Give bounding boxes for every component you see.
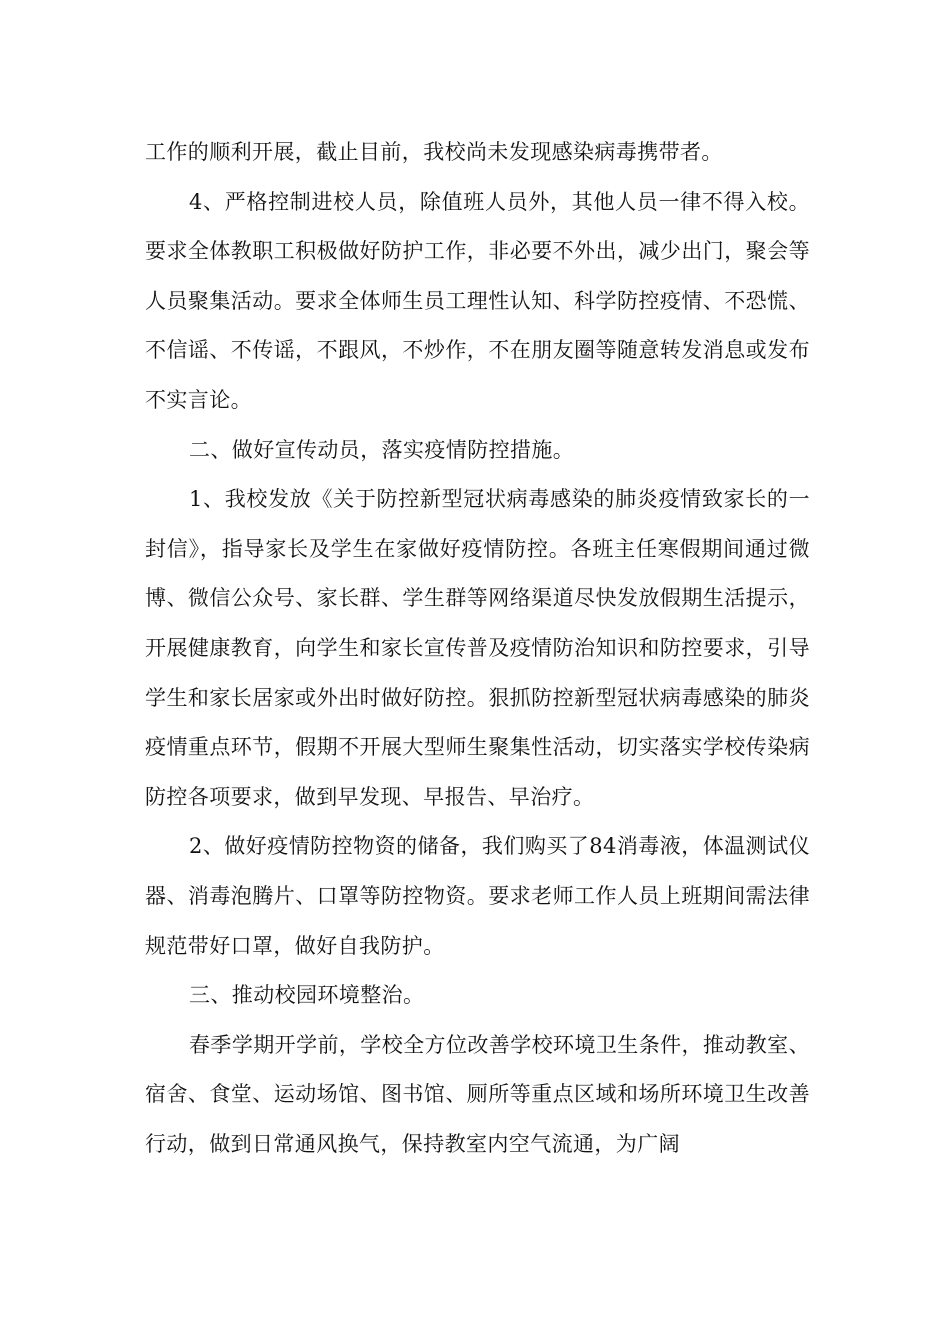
paragraph-2: 4、严格控制进校人员，除值班人员外，其他人员一律不得入校。要求全体教职工积极做好防护工作，非必要不外出，减少出门，聚会等人员聚集活动。要求全体师生员工理性认知、科学防控疫情、不恐慌、不信谣、不传谣，不跟风，不炒作，不在朋友圈等随意转发消息或发布不实言论。 (145, 189, 810, 412)
paragraph-5: 春季学期开学前，学校全方位改善学校环境卫生条件，推动教室、宿舍、食堂、运动场馆、图书馆、厕所等重点区域和场所环境卫生改善行动，做到日常通风换气，保持教室内空气流通，为广阔 (145, 1032, 810, 1156)
section-heading-3: 三、推动校园环境整治。 (189, 983, 425, 1008)
document-body (145, 128, 810, 1169)
paragraph-3: 1、我校发放《关于防控新型冠状病毒感染的肺炎疫情致家长的一封信》，指导家长及学生在家做好疫情防控。各班主任寒假期间通过微博、微信公众号、家长群、学生群等网络渠道尽快发放假期生活提示，开展健康教育，向学生和家长宣传普及疫情防治知识和防控要求，引导学生和家长居家或外出时做好防控。狠抓防控新型冠状病毒感染的肺炎疫情重点环节，假期不开展大型师生聚集性活动，切实落实学校传染病防控各项要求，做到早发现、早报告、早治疗。 (145, 487, 810, 809)
paragraph-1: 工作的顺利开展，截止目前，我校尚未发现感染病毒携带者。 (145, 140, 723, 164)
paragraph-4: 2、做好疫情防控物资的储备，我们购买了84消毒液，体温测试仪器、消毒泡腾片、口罩等防控物资。要求老师工作人员上班期间需法律规范带好口罩，做好自我防护。 (145, 834, 810, 958)
section-heading-2: 二、做好宣传动员，落实疫情防控措施。 (189, 437, 575, 462)
